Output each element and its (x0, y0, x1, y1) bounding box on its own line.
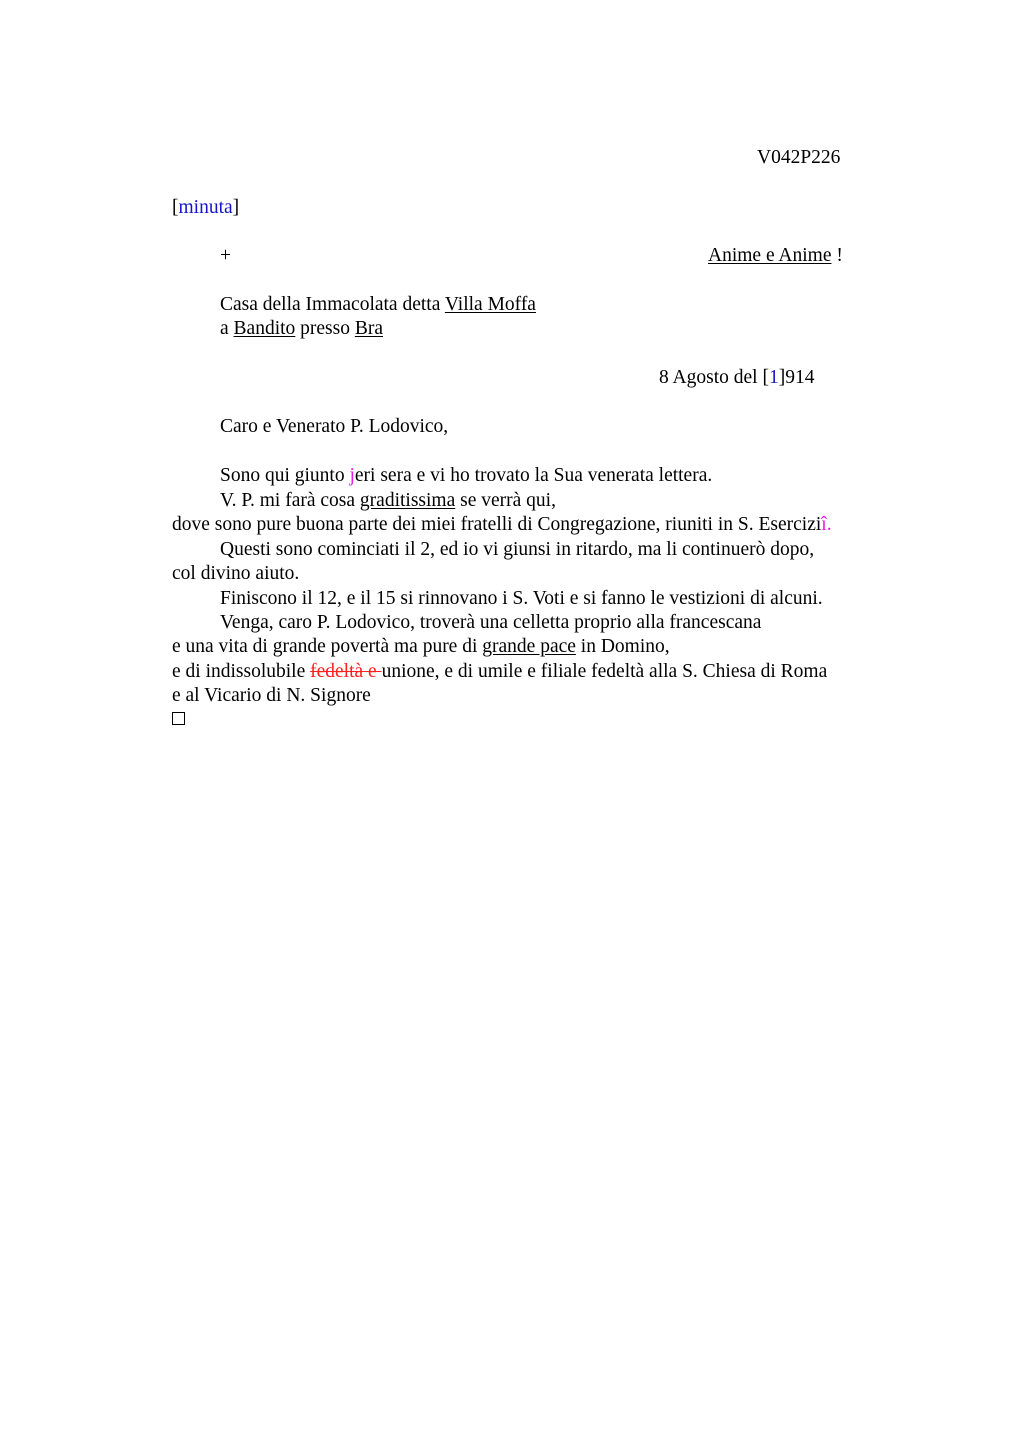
body-line-3 (172, 513, 832, 537)
body-line-7: Venga, caro P. Lodovico, troverà una celletta proprio alla francescana (220, 612, 762, 633)
date-prefix: 8 Agosto del (659, 367, 763, 388)
body-line-2-a: V. P. mi farà cosa (220, 490, 360, 511)
body-line-9-deleted: fedeltà e (310, 661, 382, 682)
address-place-bra: Bra (354, 318, 384, 339)
salutation: Caro e Venerato P. Lodovico, (220, 416, 449, 437)
body-line-4: Questi sono cominciati il 2, ed io vi giunsi in ritardo, ma li continuerò dopo, (220, 539, 815, 560)
body-line-3-a: dove sono pure buona parte dei miei fratelli di Congregazione, riuniti in S. Esercizi (172, 514, 822, 535)
body-line-1-b: eri sera e vi ho trovato la Sua venerata lettera. (354, 465, 713, 486)
date-suffix: 914 (785, 367, 815, 388)
minuta-note (172, 196, 239, 220)
motto-punct: ! (831, 245, 843, 266)
date-bracket-open: [ (762, 367, 769, 388)
body-line-10: e al Vicario di N. Signore (172, 685, 371, 706)
address-place-bandito: Bandito (233, 318, 296, 339)
body-line-8-b: in Domino, (575, 636, 670, 657)
end-square-mark (172, 712, 185, 725)
body-line-9-a: e di indissolubile (172, 661, 311, 682)
address-line-2-mid: presso (295, 318, 355, 339)
body-line-8-a: e una vita di grande povertà ma pure di (172, 636, 483, 657)
body-line-1-a: Sono qui giunto (220, 465, 350, 486)
document-id: V042P226 (757, 147, 841, 168)
body-line-2-underlined: graditissima (359, 490, 456, 511)
body-line-8-underlined: grande pace (482, 636, 576, 657)
address-line-1 (220, 293, 536, 317)
cross-symbol: + (220, 245, 231, 266)
body-line-9-b: unione, e di umile e filiale fedeltà alla S. Chiesa di Roma (381, 661, 828, 682)
address-line-1-prefix: Casa della Immacolata detta (220, 294, 445, 315)
letter-date (659, 366, 814, 390)
minuta-word: minuta (178, 197, 233, 218)
body-line-2-b: se verrà qui, (455, 490, 556, 511)
body-line-1-j: j (349, 465, 355, 486)
motto (708, 244, 843, 268)
body-line-8 (172, 635, 670, 659)
minuta-open-bracket: [ (172, 197, 179, 218)
body-line-5: col divino aiuto. (172, 563, 300, 584)
date-bracket-num: 1 (768, 367, 779, 388)
body-line-3-b: . (826, 514, 832, 535)
minuta-close-bracket: ] (232, 197, 240, 218)
body-line-6: Finiscono il 12, e il 15 si rinnovano i S. Voti e si fanno le vestizioni di alcuni. (220, 588, 823, 609)
address-line-2-a: a (220, 318, 234, 339)
body-line-9 (172, 660, 827, 684)
address-place-villa: Villa Moffa (444, 294, 536, 315)
body-line-3-i: î (821, 514, 827, 535)
body-line-2 (220, 489, 556, 513)
body-line-1 (220, 464, 712, 488)
address-line-2 (220, 317, 383, 341)
motto-text: Anime e Anime (708, 245, 832, 266)
date-bracket-close: ] (778, 367, 786, 388)
